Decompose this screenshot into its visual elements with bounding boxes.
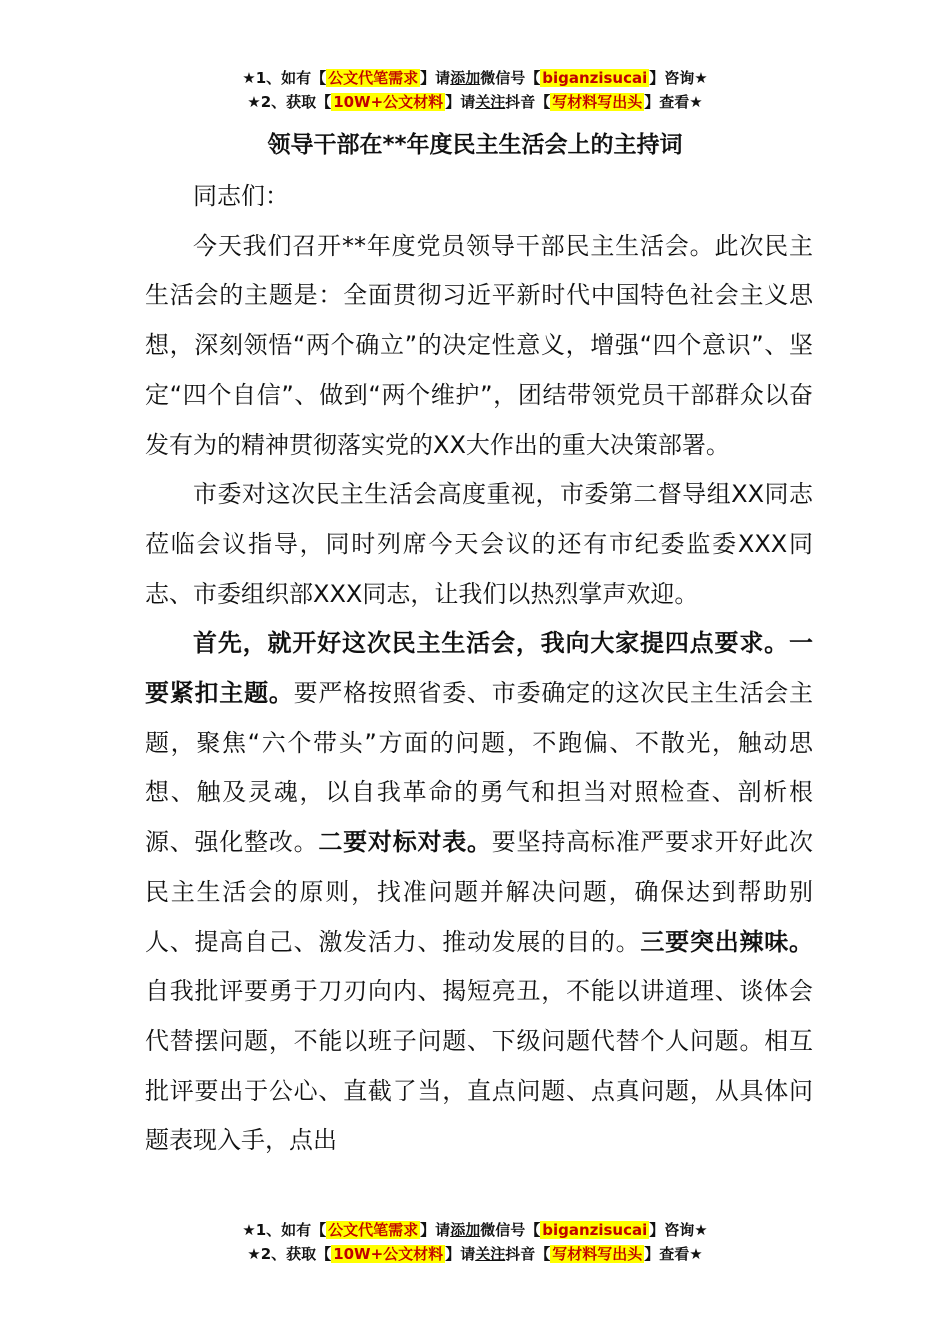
banner-text: ★2、获取【 <box>247 1245 332 1263</box>
paragraph-3 <box>145 619 813 1166</box>
banner-emphasis: 关注 <box>475 93 506 111</box>
banner-highlight: biganzisucai <box>542 1221 648 1239</box>
banner-text: 】请 <box>420 69 451 87</box>
banner-highlight: 公文代笔需求 <box>328 1221 419 1239</box>
banner-highlight: 10W+公文材料 <box>333 1245 444 1263</box>
banner-text: ★1、如有【 <box>242 69 327 87</box>
document-title: 领导干部在**年度民主生活会上的主持词 <box>267 132 683 158</box>
banner-text: 抖音【 <box>505 93 551 111</box>
banner-text: 微信号【 <box>480 69 541 87</box>
requirement-1-title: 一要紧扣主题。 <box>145 629 813 708</box>
banner-text: 】查看★ <box>644 1245 703 1263</box>
banner-line-2 <box>0 1242 950 1266</box>
banner-text: 】请 <box>445 1245 476 1263</box>
document-body <box>145 172 813 1166</box>
salutation: 同志们： <box>193 182 289 210</box>
banner-highlight: 10W+公文材料 <box>333 93 444 111</box>
banner-emphasis: 添加 <box>450 69 481 87</box>
requirement-2-text: 要坚持高标准严要求开好此次民主生活会的原则，找准问题并解决问题，确保达到帮助别人、提高自己、激发活力、推动发展的目的。 <box>145 828 814 956</box>
banner-highlight: 写材料写出头 <box>552 93 643 111</box>
banner-line-1 <box>0 1218 950 1242</box>
banner-text: 】请 <box>445 93 476 111</box>
banner-text: 】咨询★ <box>649 69 708 87</box>
paragraph-2: 市委对这次民主生活会高度重视，市委第二督导组XX同志莅临会议指导，同时列席今天会议的还有市纪委监委XXX同志、市委组织部XXX同志，让我们以热烈掌声欢迎。 <box>145 480 813 608</box>
requirement-3-text: 自我批评要勇于刀刃向内、揭短亮丑，不能以讲道理、谈体会代替摆问题，不能以班子问题、下级问题代替个人问题。相互批评要出于公心、直截了当，直点问题、点真问题，从具体问题表现入手，点出 <box>145 977 813 1155</box>
requirements-lead: 首先，就开好这次民主生活会，我向大家提四点要求。 <box>193 629 789 658</box>
header-banner <box>0 66 950 114</box>
banner-highlight: 公文代笔需求 <box>328 69 419 87</box>
requirement-3-title: 三要突出辣味。 <box>640 927 814 956</box>
banner-text: 抖音【 <box>505 1245 551 1263</box>
banner-highlight: biganzisucai <box>542 69 648 87</box>
requirement-2-title: 二要对标对表。 <box>318 828 492 857</box>
banner-text: 】咨询★ <box>649 1221 708 1239</box>
banner-emphasis: 添加 <box>450 1221 481 1239</box>
banner-text: ★1、如有【 <box>242 1221 327 1239</box>
banner-line-1 <box>0 66 950 90</box>
banner-highlight: 写材料写出头 <box>552 1245 643 1263</box>
paragraph-1: 今天我们召开**年度党员领导干部民主生活会。此次民主生活会的主题是：全面贯彻习近平新时代中国特色社会主义思想，深刻领悟“两个确立”的决定性意义，增强“四个意识”、坚定“四个自信”、做到“两个维护”，团结带领党员干部群众以奋发有为的精神贯彻落实党的XX大作出的重大决策部署。 <box>145 231 813 459</box>
banner-line-2 <box>0 90 950 114</box>
requirement-1-text: 要严格按照省委、市委确定的这次民主生活会主题，聚焦“六个带头”方面的问题，不跑偏、不散光，触动思想、触及灵魂，以自我革命的勇气和担当对照检查、剖析根源、强化整改。 <box>145 679 814 857</box>
banner-text: 微信号【 <box>480 1221 541 1239</box>
banner-text: ★2、获取【 <box>247 93 332 111</box>
banner-text: 】请 <box>420 1221 451 1239</box>
footer-banner <box>0 1218 950 1266</box>
banner-emphasis: 关注 <box>475 1245 506 1263</box>
banner-text: 】查看★ <box>644 93 703 111</box>
